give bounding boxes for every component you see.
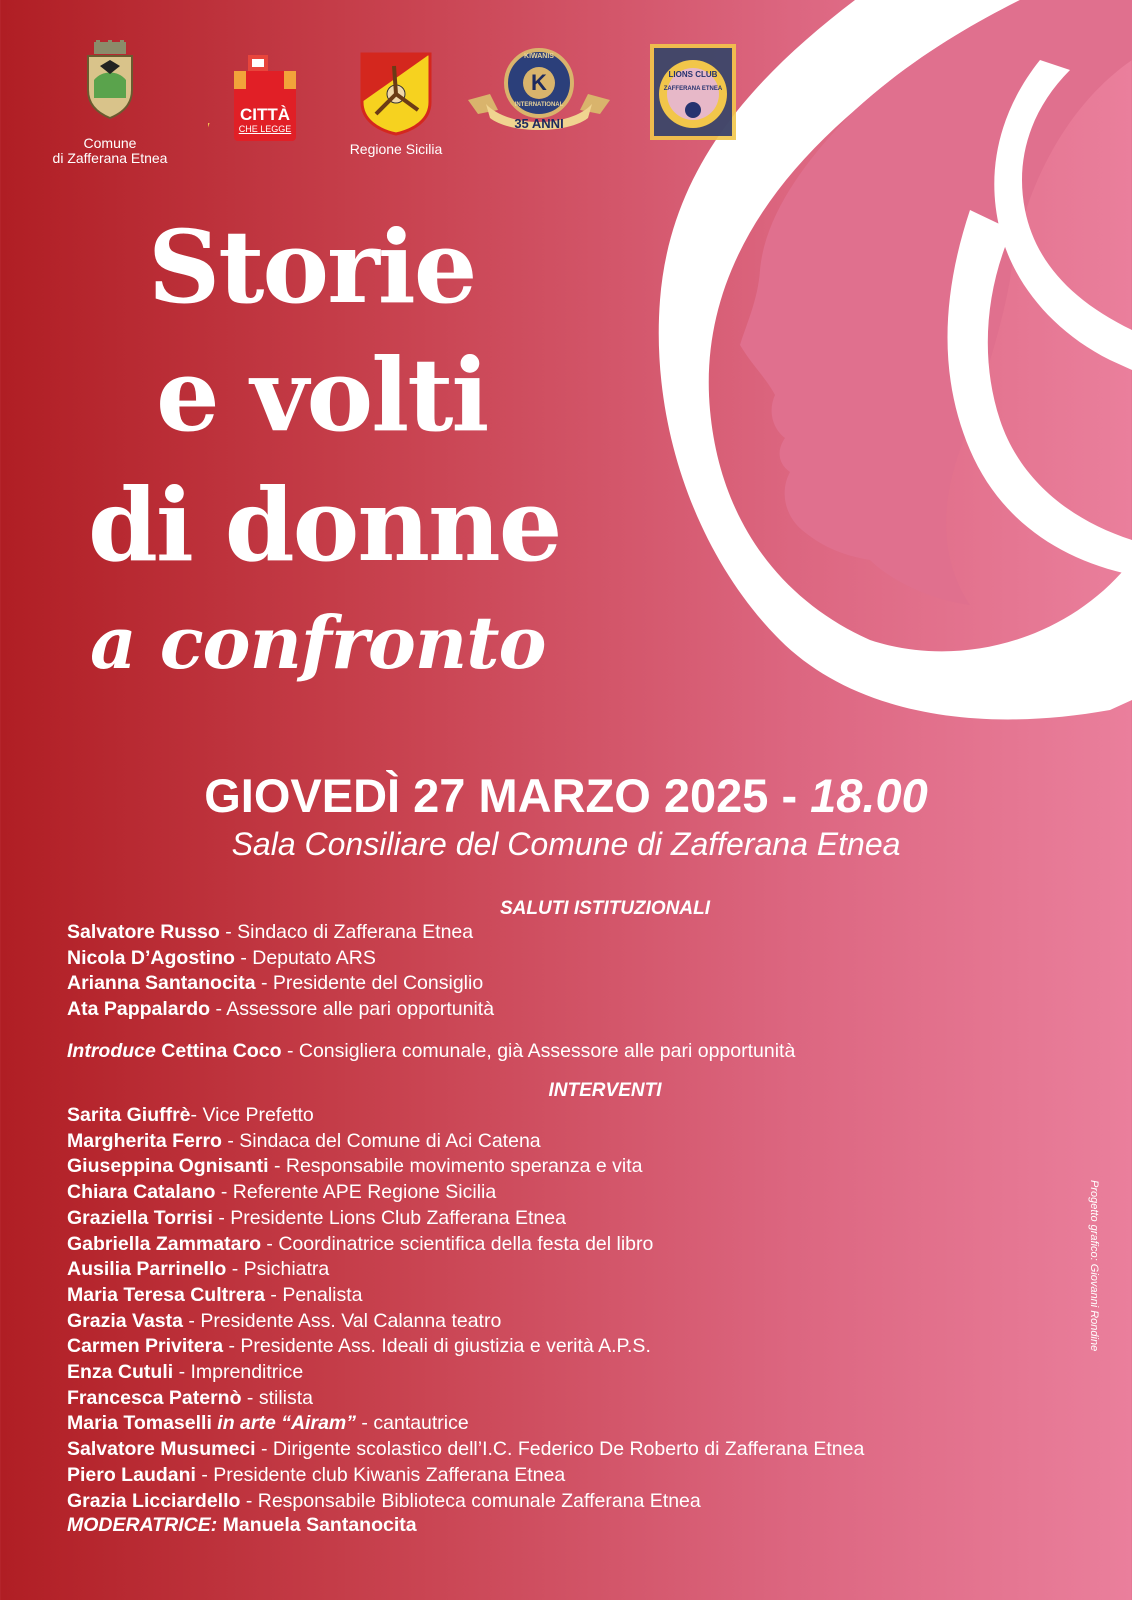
event-date [0, 768, 1132, 823]
speaker-name: Ata Pappalardo [67, 998, 211, 1021]
trinacria-shield-icon [360, 52, 432, 136]
speaker-name: Piero Laudani [67, 1463, 196, 1486]
list-item [67, 971, 494, 997]
title-line-1: Storie [148, 208, 476, 326]
list-item [67, 920, 494, 946]
saluti-heading: SALUTI ISTITUZIONALI [499, 898, 711, 919]
title-line-2: e volti [156, 336, 488, 454]
speaker-role: - Responsabile movimento speranza e vita [268, 1155, 643, 1178]
list-item [67, 1386, 864, 1412]
speaker-name: Maria Tomaselli [67, 1412, 212, 1435]
speaker-name: Salvatore Russo [67, 921, 220, 943]
list-item [67, 1206, 864, 1232]
speaker-role: - Presidente Ass. Ideali di giustizia e verità A.P.S. [223, 1335, 651, 1358]
citta-logo-subtext: CHE LEGGE [238, 124, 292, 134]
moderatrice-name: Manuela Santanocita [217, 1514, 417, 1536]
event-time: 18.00 [810, 769, 928, 822]
speaker-role: - Vice Prefetto [190, 1104, 314, 1126]
list-item [67, 1463, 864, 1489]
list-item [67, 1437, 864, 1463]
citta-che-legge-logo [208, 45, 302, 145]
regione-caption: Regione Sicilia [349, 141, 443, 157]
speaker-role: - Referente APE Regione Sicilia [215, 1181, 497, 1204]
speaker-name: Ausilia Parrinello [67, 1258, 227, 1281]
speaker-name: Salvatore Musumeci [67, 1438, 256, 1461]
speaker-role: - Psichiatra [226, 1258, 330, 1281]
list-item [67, 1283, 864, 1309]
title-line-3: di donne [88, 466, 561, 584]
speaker-role: - cantautrice [356, 1412, 469, 1435]
lions-top-text: LIONS CLUB [668, 70, 718, 79]
lions-bottom-text: ZAFFERANA ETNEA [663, 86, 723, 92]
interventi-heading: INTERVENTI [548, 1080, 662, 1101]
regione-sicilia-logo [349, 52, 443, 162]
saluti-list [67, 920, 494, 1023]
list-item [67, 1489, 864, 1515]
speaker-name: Maria Teresa Cultrera [67, 1283, 265, 1306]
list-item [67, 1180, 864, 1206]
kiwanis-logo [468, 48, 610, 138]
speaker-role: - Presidente Lions Club Zafferana Etnea [212, 1206, 566, 1229]
kiwanis-ribbon-text: 35 ANNI [514, 116, 564, 131]
speaker-name: Giuseppina Ognisanti [67, 1155, 269, 1178]
list-item [67, 1360, 864, 1386]
moderatrice-label: MODERATRICE: [67, 1514, 218, 1536]
title-line-4: a confronto [90, 600, 546, 685]
comune-caption: Comune di Zafferana Etnea [52, 135, 168, 166]
list-item [67, 1129, 864, 1155]
speaker-role: - Imprenditrice [173, 1361, 304, 1384]
list-item [67, 1103, 864, 1129]
kiwanis-k: K [531, 70, 547, 95]
coat-of-arms-icon [80, 40, 140, 120]
speaker-role: - Responsabile Biblioteca comunale Zafferana Etnea [240, 1489, 701, 1512]
speaker-role: - stilista [241, 1386, 314, 1409]
intro-role: - Consigliera comunale, già Assessore alle pari opportunità [281, 1040, 796, 1062]
list-item [67, 997, 494, 1023]
interventi-list [67, 1103, 864, 1514]
list-item [67, 1411, 864, 1437]
speaker-role: - Dirigente scolastico dell’I.C. Federico De Roberto di Zafferana Etnea [255, 1438, 865, 1461]
kiwanis-bottom-text: INTERNATIONAL [514, 102, 564, 108]
speaker-name: Chiara Catalano [67, 1181, 216, 1204]
speaker-role: - Assessore alle pari opportunità [210, 998, 495, 1021]
speaker-role: - Sindaca del Comune di Aci Catena [221, 1129, 541, 1152]
list-item [67, 1309, 864, 1335]
speaker-role: - Presidente club Kiwanis Zafferana Etnea [195, 1463, 566, 1486]
speaker-role: - Coordinatrice scientifica della festa del libro [261, 1232, 654, 1255]
citta-logo-text: CITTÀ [239, 105, 291, 124]
event-date-text: GIOVEDÌ 27 MARZO 2025 - [204, 769, 811, 822]
speaker-role: - Presidente Ass. Val Calanna teatro [183, 1309, 502, 1332]
speaker-name: Grazia Licciardello [67, 1489, 241, 1512]
speaker-name: Enza Cutuli [67, 1361, 174, 1384]
graphic-credit: Progetto grafico: Giovanni Rondine [1088, 1180, 1100, 1352]
intro-label: Introduce [67, 1040, 156, 1062]
speaker-stage-name: in arte “Airam” [211, 1412, 357, 1435]
list-item [67, 946, 494, 972]
speaker-name: Carmen Privitera [67, 1335, 224, 1358]
speaker-role: - Presidente del Consiglio [255, 972, 484, 995]
list-item [67, 1257, 864, 1283]
lions-club-logo [650, 44, 736, 140]
speaker-role: - Deputato ARS [234, 946, 376, 969]
event-venue: Sala Consiliare del Comune di Zafferana Etnea [231, 826, 901, 862]
list-item [67, 1334, 864, 1360]
moderatrice-line [67, 1514, 417, 1537]
speaker-name: Graziella Torrisi [67, 1206, 213, 1229]
speaker-name: Francesca Paternò [67, 1386, 242, 1409]
speaker-role: - Penalista [264, 1283, 363, 1306]
kiwanis-top-text: KIWANIS [524, 53, 554, 60]
speaker-role: - Sindaco di Zafferana Etnea [219, 921, 474, 943]
speaker-name: Gabriella Zammataro [67, 1232, 261, 1255]
speaker-name: Arianna Santanocita [67, 972, 256, 995]
speaker-name: Grazia Vasta [67, 1309, 183, 1332]
speaker-name: Sarita Giuffrè [67, 1104, 191, 1126]
speaker-name: Nicola D’Agostino [67, 946, 235, 969]
comune-logo [52, 40, 168, 166]
list-item [67, 1154, 864, 1180]
list-item [67, 1232, 864, 1258]
speaker-name: Margherita Ferro [67, 1129, 222, 1152]
intro-line [67, 1040, 795, 1063]
intro-name: Cettina Coco [155, 1040, 282, 1062]
